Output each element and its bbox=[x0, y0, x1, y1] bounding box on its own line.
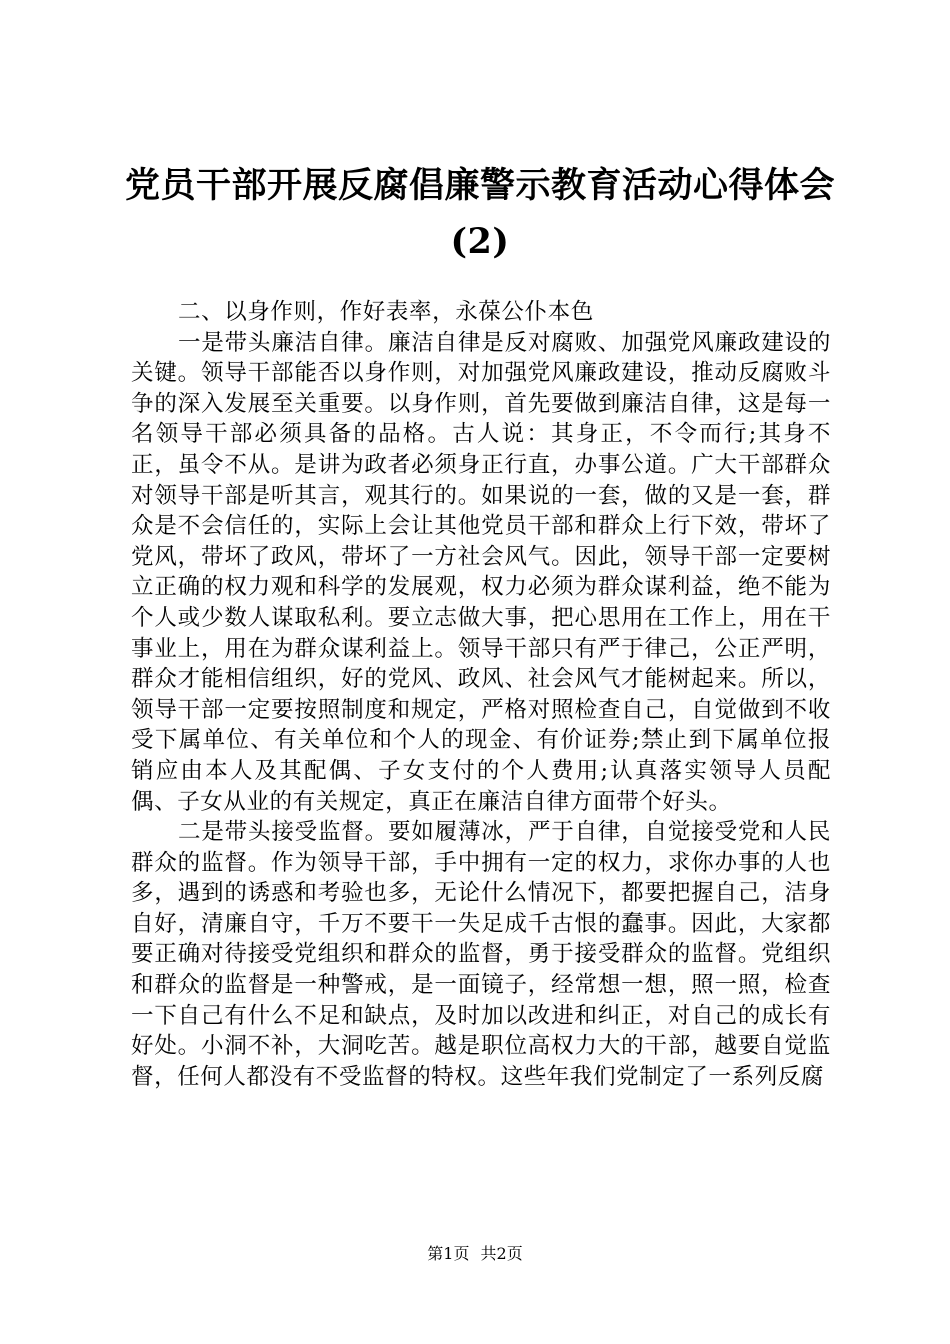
document-title-suffix: (2) bbox=[450, 221, 510, 262]
body-paragraph: 一是带头廉洁自律。廉洁自律是反对腐败、加强党风廉政建设的关键。领导干部能否以身作则，对加强党风廉政建设，推动反腐败斗争的深入发展至关重要。以身作则，首先要做到廉洁自律，这是每一名领导干部必须具备的品格。古人说：其身正，不令而行;其身不正，虽令不从。是讲为政者必须身正行直，办事公道。广大干部群众对领导干部是听其言，观其行的。如果说的一套，做的又是一套，群众是不会信任的，实际上会让其他党员干部和群众上行下效，带坏了党风，带坏了政风，带坏了一方社会风气。因此，领导干部一定要树立正确的权力观和科学的发展观，权力必须为群众谋利益，绝不能为个人或少数人谋取私利。要立志做大事，把心思用在工作上，用在干事业上，用在为群众谋利益上。领导干部只有严于律己，公正严明，群众才能相信组织，好的党风、政风、社会风气才能树起来。所以，领导干部一定要按照制度和规定，严格对照检查自己，自觉做到不收受下属单位、有关单位和个人的现金、有价证券;禁止到下属单位报销应由本人及其配偶、子女支付的个人费用;认真落实领导人员配偶、子女从业的有关规定，真正在廉洁自律方面带个好头。 bbox=[131, 329, 831, 815]
page-footer bbox=[0, 1243, 950, 1265]
body-paragraph: 二是带头接受监督。要如履薄冰，严于自律，自觉接受党和人民群众的监督。作为领导干部，手中拥有一定的权力，求你办事的人也多，遇到的诱惑和考验也多，无论什么情况下，都要把握自己，洁身自好，清廉自守，千万不要干一失足成千古恨的蠢事。因此，大家都要正确对待接受党组织和群众的监督，勇于接受群众的监督。党组织和群众的监督是一种警戒，是一面镜子，经常想一想，照一照，检查一下自己有什么不足和缺点，及时加以改进和纠正，对自己的成长有好处。小洞不补，大洞吃苦。越是职位高权力大的干部，越要自觉监督，任何人都没有不受监督的特权。这些年我们党制定了一系列反腐 bbox=[131, 819, 831, 1090]
document-body bbox=[131, 297, 831, 1092]
page-number: 第1页 bbox=[427, 1244, 470, 1263]
page-total: 共2页 bbox=[480, 1244, 523, 1263]
document-title: 党员干部开展反腐倡廉警示教育活动心得体会 bbox=[124, 165, 835, 206]
section-heading: 二、以身作则，作好表率，永葆公仆本色 bbox=[178, 299, 594, 325]
